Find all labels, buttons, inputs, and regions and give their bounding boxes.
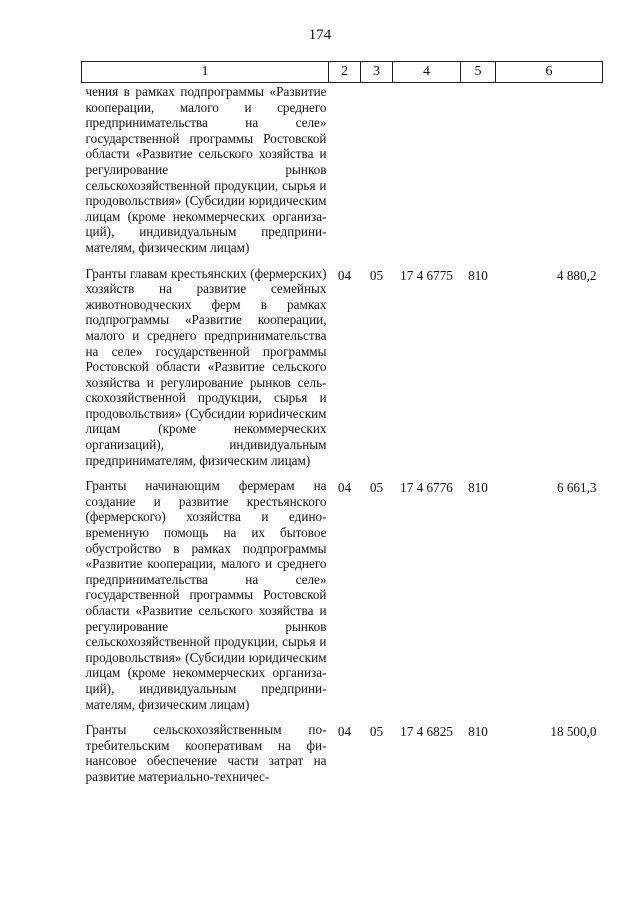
row-expense-type-code: 810 [468, 724, 488, 740]
table-row [82, 478, 603, 712]
row-section-code [329, 83, 361, 256]
row-description: Гранты начинающим фермерам на создание и развитие крестьянского (фермерского) хозяйства и единовременную помощь на их бытовое обустройство в рамках подпрограммы «Развитие кооперации, малого и среднего предпринимательства на селе» государственной программы Ростовской области «Развитие сельского хозяйства и регулирование рынков сельскохозяйственной продукции, сырья и продовольствия» (Субсидии юридическим лицам (кроме некоммерческих организаций), индивидуальным предпринимателям, физическим лицам) [85, 478, 327, 712]
row-section-code: 04 [337, 724, 352, 740]
row-spacer [82, 712, 603, 722]
row-subsection-code: 05 [369, 724, 384, 740]
column-header-3: 3 [361, 62, 393, 83]
row-target-article-code [393, 83, 461, 256]
column-header-1: 1 [82, 62, 329, 83]
column-header-6: 6 [496, 62, 603, 83]
row-subsection-code [361, 83, 393, 256]
column-header-4: 4 [393, 62, 461, 83]
row-section-code: 04 [337, 480, 352, 496]
row-description: чения в рамках подпрограммы «Развитие кооперации, малого и среднего предпринимательства на селе» государственной программы Ростовской области «Развитие сельского хозяйства и регулирование рынков сельскохозяйственной продукции, сырья и продовольствия» (Субсидии юридическим лицам (кроме некоммерческих организаций), индивидуальным предпринимателям, физическим лицам) [85, 84, 327, 255]
budget-table [81, 61, 603, 785]
column-header-5: 5 [461, 62, 496, 83]
row-subsection-code: 05 [369, 267, 384, 283]
row-expense-type-code: 810 [468, 267, 488, 283]
row-expense-type-code: 810 [468, 480, 488, 496]
row-spacer [82, 256, 603, 266]
row-description: Гранты сельскохозяйственным потребительским кооперативам на финансовое обеспечение части затрат на развитие материально-техничес- [85, 722, 327, 784]
table-row [82, 83, 603, 256]
row-target-article-code: 17 4 6775 [400, 267, 453, 283]
row-amount: 6 661,3 [556, 480, 597, 496]
row-amount: 4 880,2 [556, 267, 597, 283]
table-header-row [82, 62, 603, 83]
row-amount: 18 500,0 [550, 724, 597, 740]
row-description: Гранты главам крестьянских (фермерских) хозяйств на развитие семейных животноводческих ферм в рамках подпрограммы «Развитие кооперации, малого и среднего предпринимательства на селе» государственной программы Ростовской области «Развитие сельского хозяйства и регулирование рынков сельскохозяйственной продукции, сырья и продовольствия» (Субсидии юриdическим лицам (кроме некоммерческих организаций), индивидуальным предпринимателям, физическим лицам) [85, 265, 327, 468]
row-subsection-code: 05 [369, 480, 384, 496]
page-number: 174 [308, 27, 332, 43]
table-row [82, 266, 603, 469]
row-amount [496, 83, 603, 256]
row-target-article-code: 17 4 6776 [400, 480, 453, 496]
row-section-code: 04 [337, 267, 352, 283]
column-header-2: 2 [329, 62, 361, 83]
row-spacer [82, 468, 603, 478]
row-expense-type-code [461, 83, 496, 256]
row-target-article-code: 17 4 6825 [400, 724, 453, 740]
table-row [82, 722, 603, 784]
